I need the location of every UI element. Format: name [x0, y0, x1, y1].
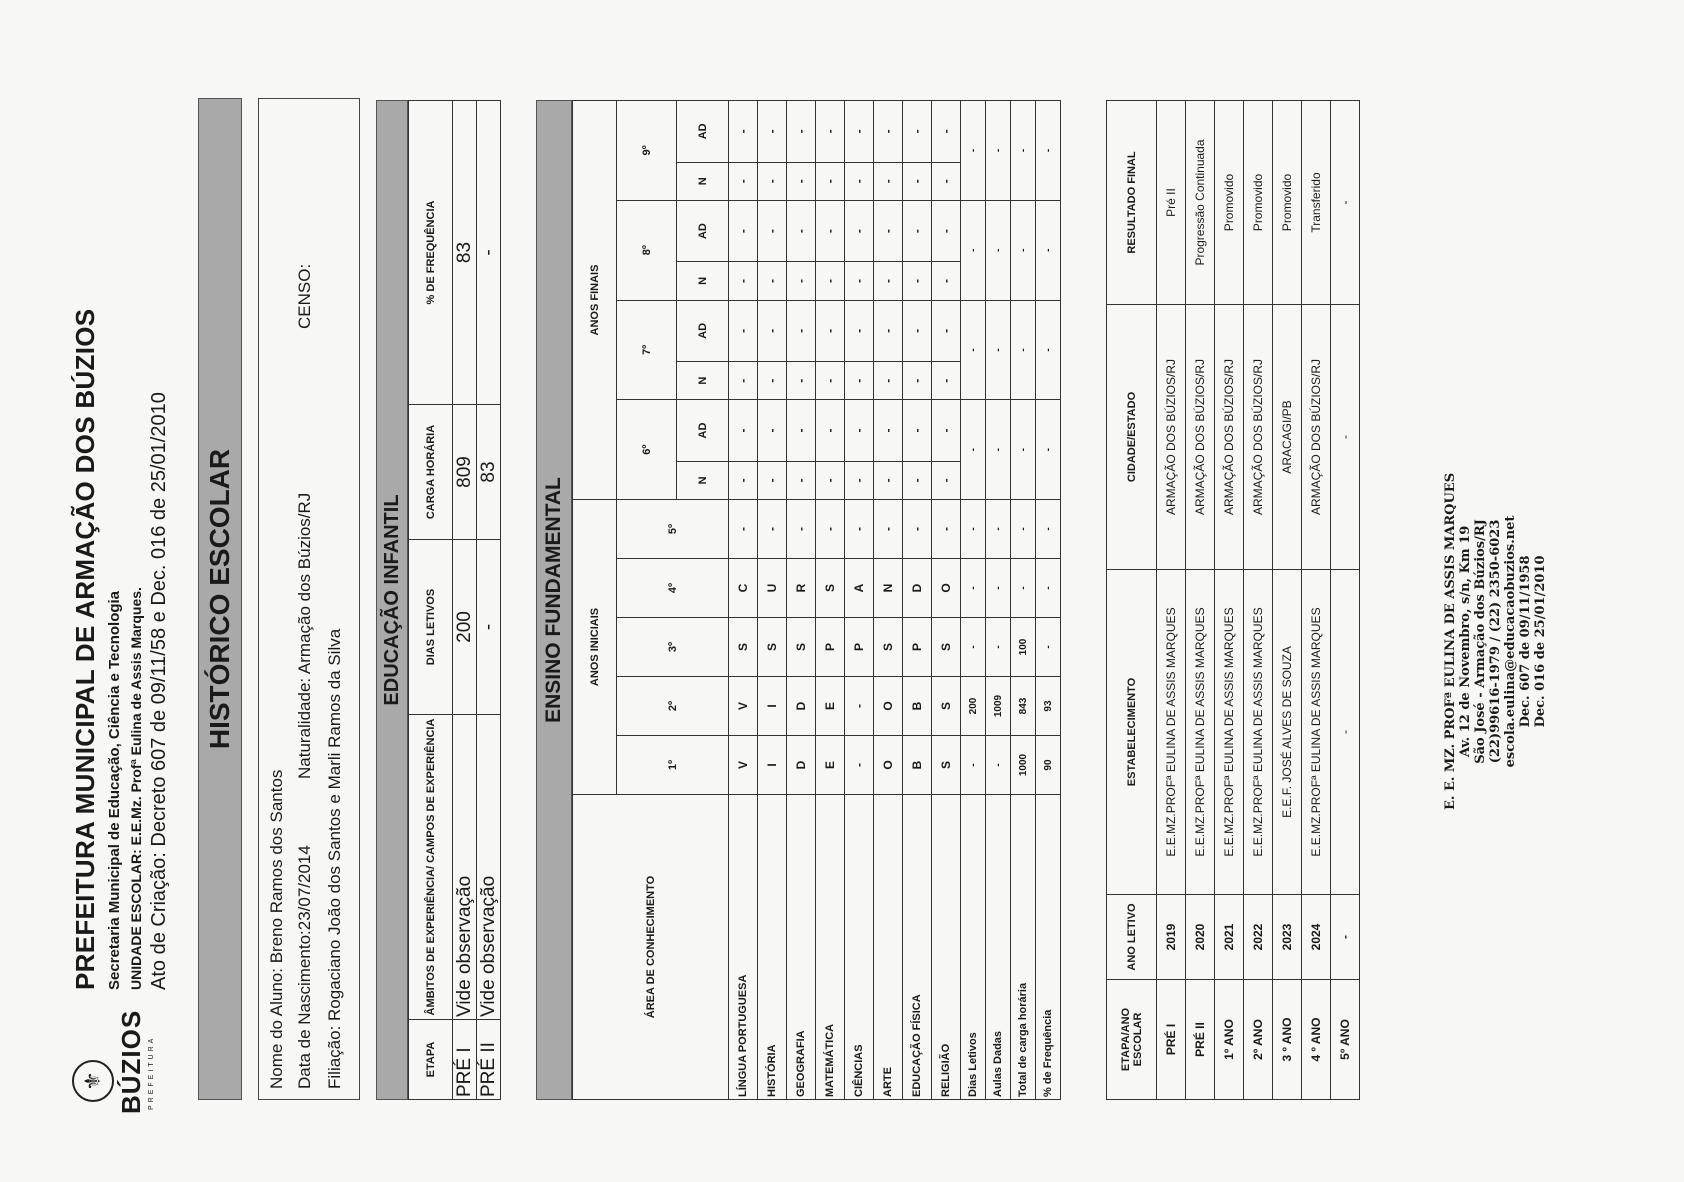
grade-cell: S	[816, 559, 845, 618]
grade-cell: -	[932, 300, 961, 362]
results-cell: E.E.MZ.PROFª EULINA DE ASSIS MARQUES	[1186, 570, 1215, 895]
grade-cell: S	[874, 618, 903, 677]
grade-cell: -	[845, 162, 874, 200]
grade-cell: A	[845, 559, 874, 618]
total-cell: -	[1036, 500, 1061, 559]
total-cell: -	[1011, 300, 1036, 400]
student-naturalidade: Naturalidade: Armação dos Búzios/RJ	[295, 492, 314, 779]
sub-header-ad: AD	[677, 400, 729, 462]
results-cell: ARMAÇÃO DOS BÚZIOS/RJ	[1244, 305, 1273, 570]
grade-cell: -	[845, 300, 874, 362]
grade-cell: -	[845, 500, 874, 559]
grade-cell: B	[903, 736, 932, 795]
sub-header-ad: AD	[677, 300, 729, 362]
student-name: Nome do Aluno: Breno Ramos dos Santos	[267, 769, 286, 1089]
year-header: 7º	[617, 300, 677, 400]
year-header: 5º	[617, 500, 729, 559]
grade-cell: -	[787, 101, 816, 163]
sub-header-n: N	[677, 461, 729, 499]
anos-finais-header: ANOS FINAIS	[573, 101, 617, 500]
total-cell: -	[1011, 500, 1036, 559]
results-cell: -	[1331, 305, 1360, 570]
grade-cell: -	[758, 162, 787, 200]
stamp-line: (22)99616-1979 / (22) 2350-6023	[1488, 519, 1503, 764]
results-cell: 2023	[1273, 895, 1302, 980]
results-cell: 4 º ANO	[1302, 980, 1331, 1100]
grade-cell: O	[932, 559, 961, 618]
grade-cell: S	[932, 618, 961, 677]
anos-iniciais-header: ANOS INICIAIS	[573, 500, 617, 795]
total-cell: -	[1036, 200, 1061, 300]
fundamental-area-header: ÁREA DE CONHECIMENTO	[573, 795, 729, 1100]
total-label: Dias Letivos	[961, 795, 986, 1100]
grade-cell: V	[729, 736, 758, 795]
results-header: ESTABELECIMENTO	[1107, 570, 1157, 895]
table-row	[1302, 101, 1331, 1100]
transcript-sheet	[58, 60, 1598, 1120]
stamp-line: E. E. MZ. PROFª EULINA DE ASSIS MARQUES	[1443, 472, 1458, 810]
grade-cell: -	[932, 200, 961, 262]
results-table	[1106, 100, 1360, 1100]
student-filiacao: Filiação: Rogaciano João dos Santos e Marli Ramos da Silva	[325, 628, 344, 1089]
results-cell: -	[1331, 895, 1360, 980]
grade-cell: -	[816, 300, 845, 362]
grade-cell: -	[932, 162, 961, 200]
stamp-line: escola.eulina@educacaobuzios.net	[1503, 515, 1518, 768]
table-row	[1273, 101, 1302, 1100]
total-cell: -	[961, 400, 986, 500]
grade-cell: P	[816, 618, 845, 677]
infantil-cell: PRÉ II	[477, 1020, 501, 1100]
results-cell: 2019	[1157, 895, 1186, 980]
grade-cell: -	[787, 461, 816, 499]
table-row	[1036, 101, 1061, 1100]
sub-header-n: N	[677, 362, 729, 400]
grade-cell: -	[874, 101, 903, 163]
grade-cell: -	[787, 400, 816, 462]
total-cell: -	[986, 500, 1011, 559]
student-birth: Data de Nascimento:23/07/2014	[295, 845, 314, 1089]
grade-cell: -	[758, 200, 787, 262]
coat-of-arms-icon: ⚜	[72, 1060, 114, 1102]
grade-cell: -	[758, 500, 787, 559]
subject-label: CIÊNCIAS	[845, 795, 874, 1100]
grade-cell: -	[787, 500, 816, 559]
total-cell: 100	[1011, 618, 1036, 677]
total-cell: -	[1011, 400, 1036, 500]
grade-cell: -	[932, 400, 961, 462]
grade-cell: C	[729, 559, 758, 618]
grade-cell: -	[874, 200, 903, 262]
infantil-cell: Vide observação	[477, 715, 501, 1020]
infantil-cell: 200	[453, 540, 477, 715]
grade-cell: -	[729, 500, 758, 559]
total-cell: -	[961, 200, 986, 300]
table-row	[758, 101, 787, 1100]
grade-cell: -	[903, 101, 932, 163]
grade-cell: -	[816, 101, 845, 163]
total-cell: -	[986, 300, 1011, 400]
grade-cell: -	[932, 101, 961, 163]
table-row	[1331, 101, 1360, 1100]
table-row	[787, 101, 816, 1100]
year-header: 6º	[617, 400, 677, 500]
grade-cell: -	[758, 362, 787, 400]
grade-cell: -	[874, 262, 903, 300]
total-cell: 843	[1011, 677, 1036, 736]
grade-cell: -	[729, 461, 758, 499]
infantil-cell: 83	[453, 101, 477, 405]
results-cell: -	[1331, 101, 1360, 305]
year-header: 1º	[617, 736, 729, 795]
infantil-title: EDUCAÇÃO INFANTIL	[376, 100, 408, 1100]
grade-cell: D	[787, 736, 816, 795]
subject-label: MATEMÁTICA	[816, 795, 845, 1100]
subject-label: RELIGIÃO	[932, 795, 961, 1100]
total-cell: -	[1036, 618, 1061, 677]
subject-label: HISTÓRIA	[758, 795, 787, 1100]
grade-cell: -	[729, 362, 758, 400]
results-cell: E.E.MZ.PROFª EULINA DE ASSIS MARQUES	[1157, 570, 1186, 895]
total-cell: 200	[961, 677, 986, 736]
infantil-cell: 83	[477, 405, 501, 540]
total-cell: -	[986, 200, 1011, 300]
grade-cell: V	[729, 677, 758, 736]
grade-cell: -	[932, 362, 961, 400]
grade-cell: -	[845, 461, 874, 499]
fundamental-section	[536, 100, 1061, 1100]
stamp-line: Dec. 016 de 25/01/2010	[1533, 555, 1548, 728]
grade-cell: N	[874, 559, 903, 618]
document-title: HISTÓRICO ESCOLAR	[198, 98, 242, 1100]
results-cell: 2020	[1186, 895, 1215, 980]
grade-cell: -	[816, 500, 845, 559]
infantil-section	[376, 100, 501, 1100]
grade-cell: -	[758, 461, 787, 499]
grade-cell: U	[758, 559, 787, 618]
grade-cell: -	[816, 162, 845, 200]
results-cell: 1º ANO	[1215, 980, 1244, 1100]
total-cell: -	[1036, 400, 1061, 500]
student-censo: CENSO:	[295, 263, 314, 329]
infantil-cell: -	[477, 540, 501, 715]
total-cell: -	[961, 736, 986, 795]
table-row	[729, 101, 758, 1100]
grade-cell: -	[903, 400, 932, 462]
grade-cell: -	[874, 500, 903, 559]
grade-cell: S	[758, 618, 787, 677]
table-row	[903, 101, 932, 1100]
grade-cell: -	[816, 400, 845, 462]
grade-cell: -	[903, 162, 932, 200]
grade-cell: -	[787, 362, 816, 400]
results-cell: Promovido	[1273, 101, 1302, 305]
grade-cell: P	[903, 618, 932, 677]
grade-cell: -	[903, 500, 932, 559]
grade-cell: -	[903, 200, 932, 262]
results-cell: 3 º ANO	[1273, 980, 1302, 1100]
grade-cell: S	[932, 677, 961, 736]
grade-cell: -	[729, 300, 758, 362]
total-cell: -	[986, 736, 1011, 795]
total-cell: -	[986, 400, 1011, 500]
year-header: 4º	[617, 559, 729, 618]
grade-cell: S	[787, 618, 816, 677]
results-cell: ARMAÇÃO DOS BÚZIOS/RJ	[1215, 305, 1244, 570]
grade-cell: -	[874, 362, 903, 400]
results-cell: 5º ANO	[1331, 980, 1360, 1100]
grade-cell: D	[787, 677, 816, 736]
brand-logo: BÚZIOS	[116, 1009, 146, 1114]
grade-cell: -	[729, 400, 758, 462]
grade-cell: -	[845, 677, 874, 736]
infantil-cell: Vide observação	[453, 715, 477, 1020]
table-row	[1011, 101, 1036, 1100]
results-cell: ARMAÇÃO DOS BÚZIOS/RJ	[1157, 305, 1186, 570]
fundamental-table	[572, 100, 1061, 1100]
results-cell: ARMAÇÃO DOS BÚZIOS/RJ	[1186, 305, 1215, 570]
total-cell: -	[961, 618, 986, 677]
results-cell: 2021	[1215, 895, 1244, 980]
total-cell: -	[961, 559, 986, 618]
subject-label: GEOGRAFIA	[787, 795, 816, 1100]
infantil-cell: 809	[453, 405, 477, 540]
grade-cell: -	[932, 262, 961, 300]
year-header: 8º	[617, 200, 677, 300]
grade-cell: -	[787, 200, 816, 262]
results-cell: 2024	[1302, 895, 1331, 980]
grade-cell: -	[787, 262, 816, 300]
grade-cell: I	[758, 677, 787, 736]
results-header: CIDADE/ESTADO	[1107, 305, 1157, 570]
results-cell: Promovido	[1215, 101, 1244, 305]
grade-cell: O	[874, 677, 903, 736]
grade-cell: D	[903, 559, 932, 618]
grade-cell: -	[874, 162, 903, 200]
total-cell: -	[986, 559, 1011, 618]
grade-cell: -	[903, 461, 932, 499]
grade-cell: -	[729, 200, 758, 262]
brand-subtitle: PREFEITURA	[148, 1035, 155, 1110]
total-cell: -	[986, 101, 1011, 201]
total-cell: 93	[1036, 677, 1061, 736]
total-cell: -	[1036, 300, 1061, 400]
subject-label: LÍNGUA PORTUGUESA	[729, 795, 758, 1100]
stamp-line: São José - Armação dos Búzios/RJ	[1473, 519, 1488, 764]
grade-cell: -	[845, 101, 874, 163]
results-cell: Promovido	[1244, 101, 1273, 305]
year-header: 3º	[617, 618, 729, 677]
total-cell: -	[1011, 559, 1036, 618]
results-cell: ARACAGI/PB	[1273, 305, 1302, 570]
table-row	[845, 101, 874, 1100]
results-cell: E.E.MZ.PROFª EULINA DE ASSIS MARQUES	[1302, 570, 1331, 895]
total-label: % de Frequência	[1036, 795, 1061, 1100]
results-cell: Transferido	[1302, 101, 1331, 305]
grade-cell: -	[816, 461, 845, 499]
results-header: RESULTADO FINAL	[1107, 101, 1157, 305]
grade-cell: -	[729, 162, 758, 200]
header-ato: Ato de Criação: Decreto 607 de 09/11/58 e Dec. 016 de 25/01/2010	[148, 392, 170, 990]
grade-cell: -	[932, 461, 961, 499]
stamp-line: Dec. 607 de 09/11/1958	[1518, 555, 1533, 728]
table-row	[816, 101, 845, 1100]
grade-cell: -	[903, 300, 932, 362]
header-unidade: UNIDADE ESCOLAR: E.E.Mz. Profª Eulina de Assis Marques.	[128, 587, 144, 990]
header-secretaria: Secretaria Municipal de Educação, Ciência e Tecnologia	[106, 590, 123, 990]
table-row	[986, 101, 1011, 1100]
subject-label: ARTE	[874, 795, 903, 1100]
infantil-header-dias: DIAS LETIVOS	[409, 540, 453, 715]
total-cell: 90	[1036, 736, 1061, 795]
grade-cell: B	[903, 677, 932, 736]
results-cell: E.E.F. JOSÉ ALVES DE SOUZA	[1273, 570, 1302, 895]
results-cell: 2022	[1244, 895, 1273, 980]
grade-cell: -	[787, 162, 816, 200]
results-cell: PRÉ II	[1186, 980, 1215, 1100]
sub-header-ad: AD	[677, 101, 729, 163]
total-cell: 1000	[1011, 736, 1036, 795]
table-row	[1186, 101, 1215, 1100]
infantil-header-etapa: ETAPA	[409, 1020, 453, 1100]
infantil-cell: PRÉ I	[453, 1020, 477, 1100]
sub-header-ad: AD	[677, 200, 729, 262]
grade-cell: S	[932, 736, 961, 795]
grade-cell: P	[845, 618, 874, 677]
year-header: 9º	[617, 101, 677, 201]
grade-cell: -	[758, 300, 787, 362]
grade-cell: S	[729, 618, 758, 677]
grade-cell: -	[787, 300, 816, 362]
infantil-header-carga: CARGA HORÁRIA	[409, 405, 453, 540]
results-cell: Progressão Continuada	[1186, 101, 1215, 305]
results-cell: Pré II	[1157, 101, 1186, 305]
grade-cell: -	[729, 101, 758, 163]
grade-cell: -	[874, 461, 903, 499]
results-header: ETAPA/ANO ESCOLAR	[1107, 980, 1157, 1100]
stamp-line: Av. 12 de Novembro, s/n, Km 19	[1458, 525, 1473, 758]
total-cell: -	[1036, 559, 1061, 618]
results-cell: PRÉ I	[1157, 980, 1186, 1100]
infantil-header-frequencia: % DE FREQUÊNCIA	[409, 101, 453, 405]
grade-cell: E	[816, 677, 845, 736]
results-cell: -	[1331, 570, 1360, 895]
results-cell: ARMAÇÃO DOS BÚZIOS/RJ	[1302, 305, 1331, 570]
results-cell: E.E.MZ.PROFª EULINA DE ASSIS MARQUES	[1215, 570, 1244, 895]
grade-cell: E	[816, 736, 845, 795]
infantil-cell: -	[477, 101, 501, 405]
total-cell: -	[1036, 101, 1061, 201]
total-cell: -	[961, 101, 986, 201]
total-label: Total de carga horária	[1011, 795, 1036, 1100]
table-row	[1157, 101, 1186, 1100]
grade-cell: R	[787, 559, 816, 618]
subject-label: EDUCAÇÃO FÍSICA	[903, 795, 932, 1100]
grade-cell: -	[903, 362, 932, 400]
grade-cell: -	[903, 262, 932, 300]
header-title: PREFEITURA MUNICIPAL DE ARMAÇÃO DOS BÚZIOS	[70, 308, 100, 990]
grade-cell: I	[758, 736, 787, 795]
grade-cell: -	[816, 262, 845, 300]
total-cell: -	[961, 300, 986, 400]
grade-cell: -	[874, 400, 903, 462]
grade-cell: -	[845, 400, 874, 462]
sub-header-n: N	[677, 262, 729, 300]
grade-cell: -	[816, 200, 845, 262]
grade-cell: -	[845, 262, 874, 300]
total-cell: -	[986, 618, 1011, 677]
total-cell: -	[1011, 200, 1036, 300]
fundamental-title: ENSINO FUNDAMENTAL	[536, 100, 572, 1100]
grade-cell: O	[874, 736, 903, 795]
total-cell: -	[961, 500, 986, 559]
table-row	[1244, 101, 1273, 1100]
table-row	[1215, 101, 1244, 1100]
grade-cell: -	[758, 101, 787, 163]
grade-cell: -	[845, 200, 874, 262]
results-header: ANO LETIVO	[1107, 895, 1157, 980]
total-cell: 1009	[986, 677, 1011, 736]
table-row	[932, 101, 961, 1100]
grade-cell: -	[729, 262, 758, 300]
year-header: 2º	[617, 677, 729, 736]
grade-cell: -	[874, 300, 903, 362]
total-label: Aulas Dadas	[986, 795, 1011, 1100]
grade-cell: -	[758, 400, 787, 462]
infantil-table	[408, 100, 501, 1100]
table-row	[961, 101, 986, 1100]
results-cell: 2º ANO	[1244, 980, 1273, 1100]
grade-cell: -	[816, 362, 845, 400]
results-section	[1106, 100, 1360, 1100]
total-cell: -	[1011, 101, 1036, 201]
grade-cell: -	[932, 500, 961, 559]
grade-cell: -	[845, 736, 874, 795]
grade-cell: -	[758, 262, 787, 300]
table-row	[874, 101, 903, 1100]
results-cell: E.E.MZ.PROFª EULINA DE ASSIS MARQUES	[1244, 570, 1273, 895]
infantil-header-ambitos: ÂMBITOS DE EXPERIÊNCIA/ CAMPOS DE EXPERIÊNCIA	[409, 715, 453, 1020]
student-info-box	[258, 98, 360, 1100]
sub-header-n: N	[677, 162, 729, 200]
grade-cell: -	[845, 362, 874, 400]
school-stamp	[1443, 473, 1548, 810]
